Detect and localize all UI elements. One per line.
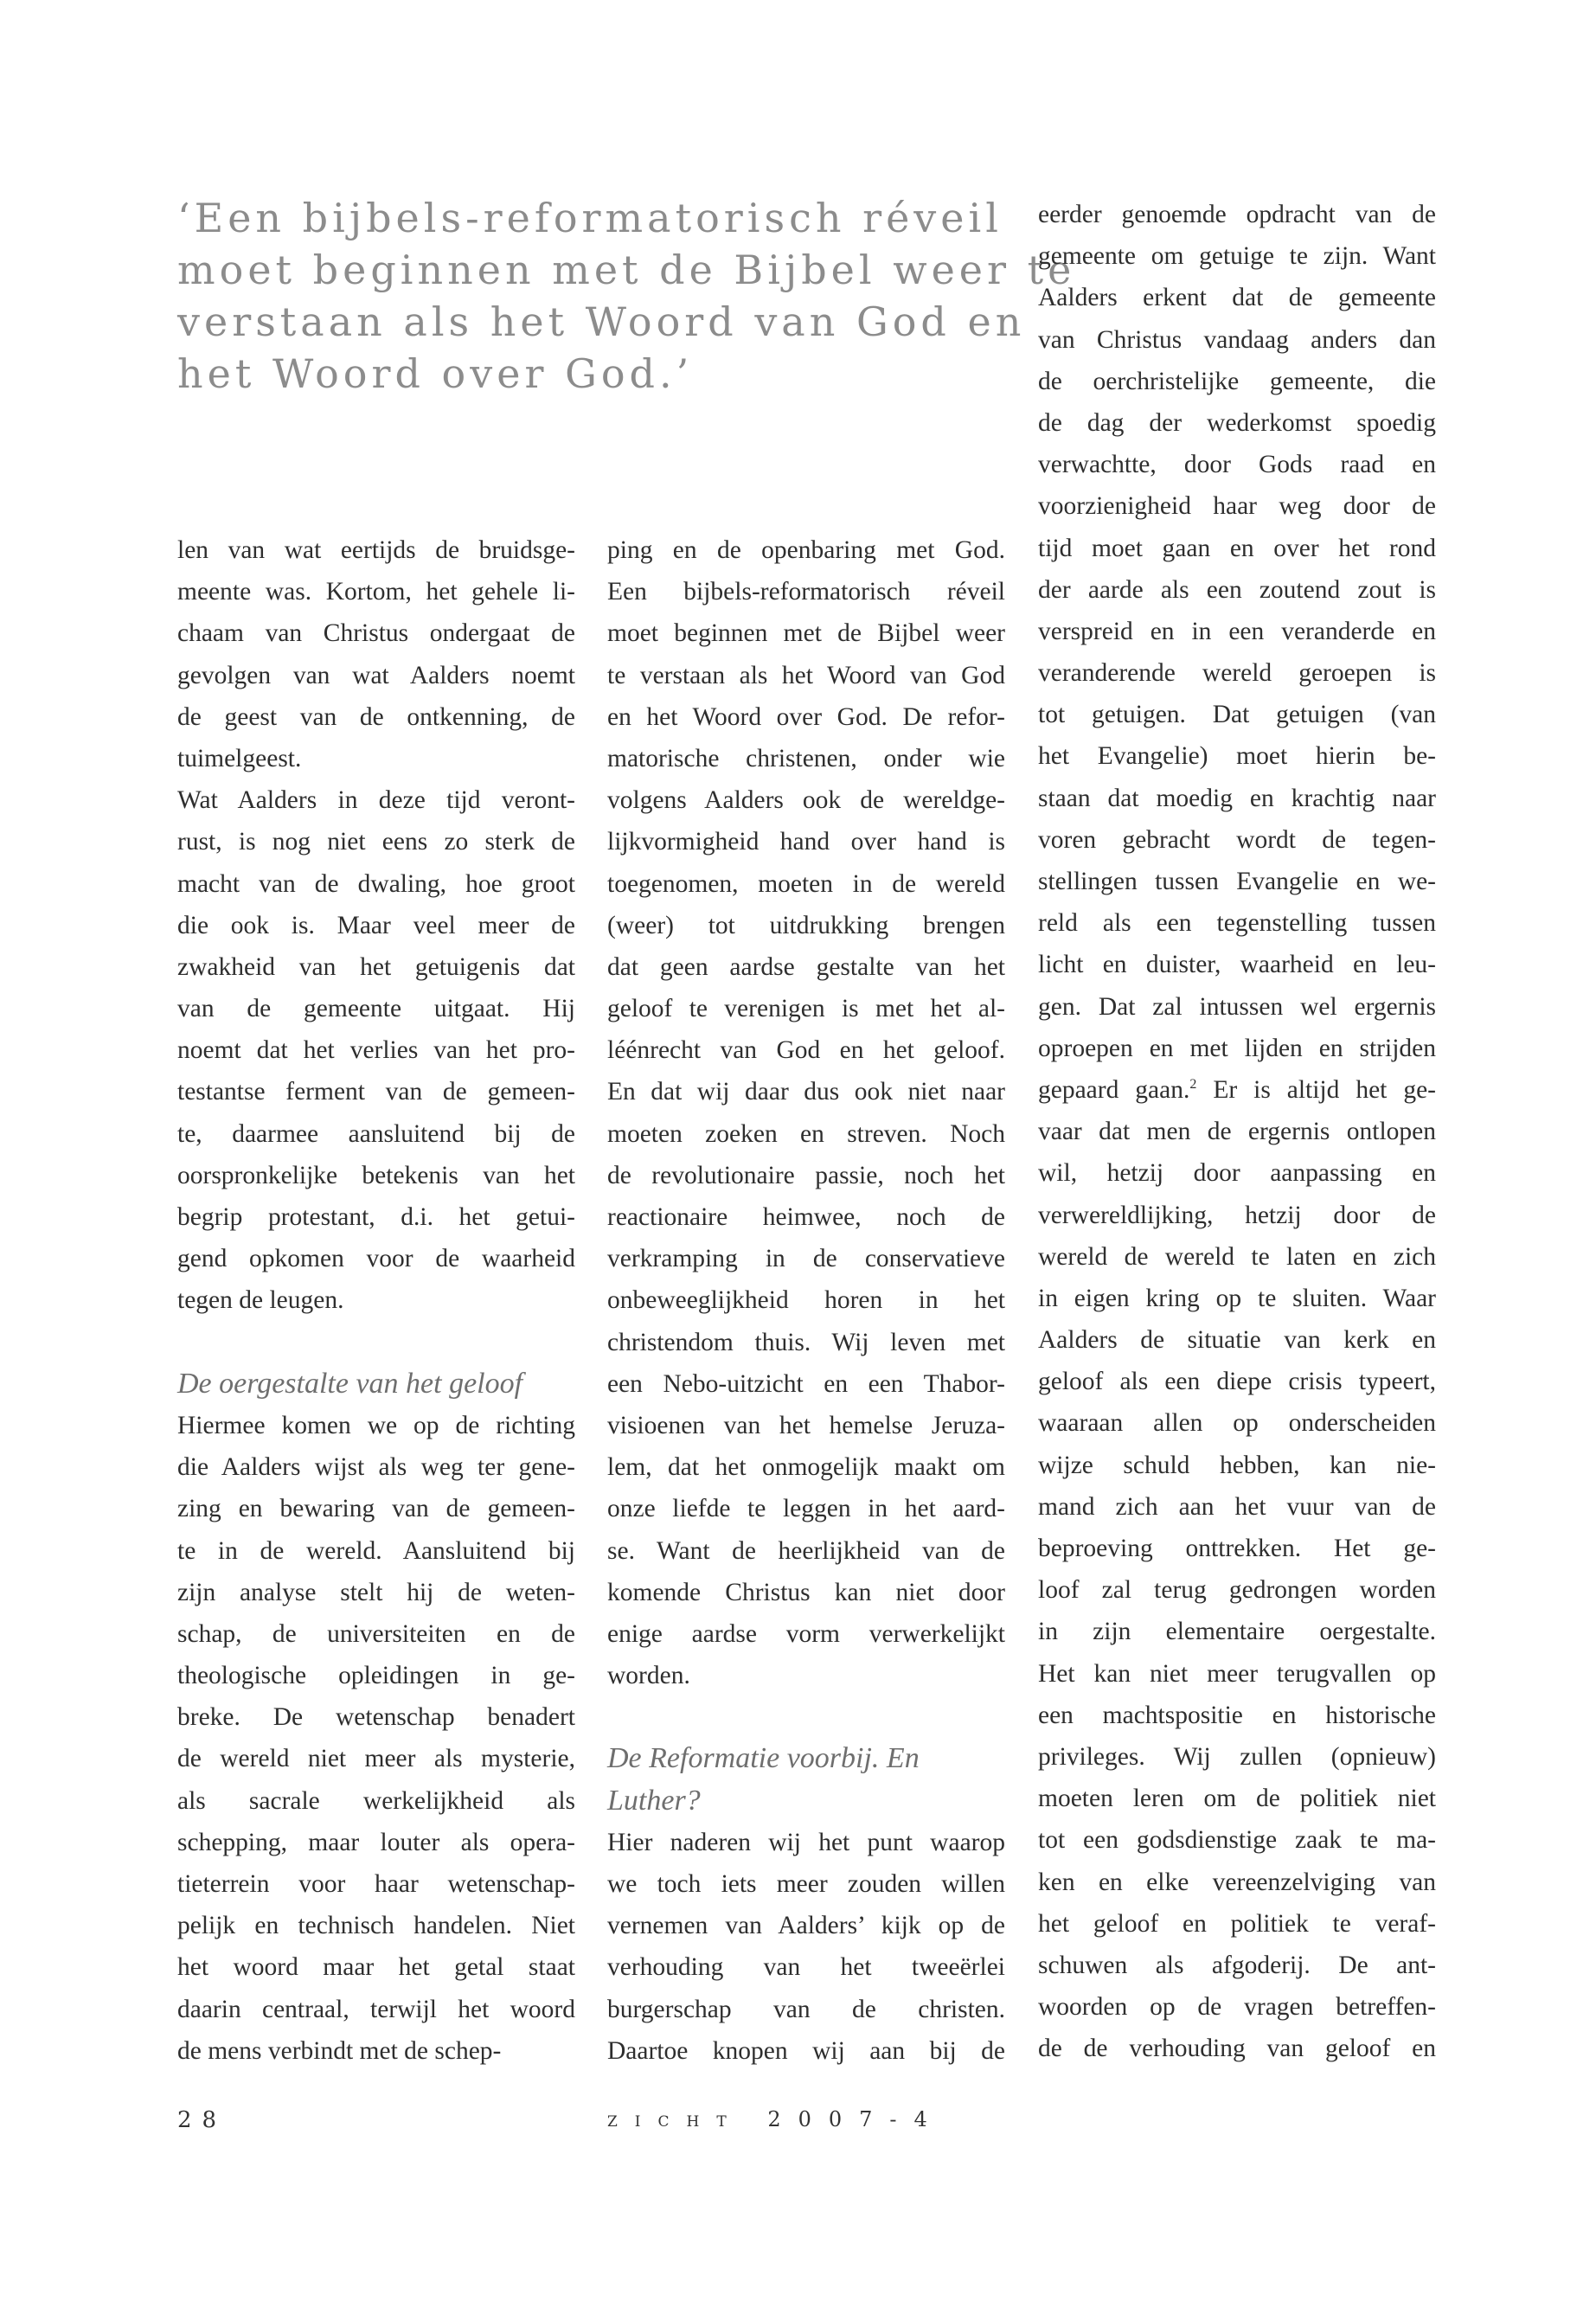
text-line: Hiermee komen we op de richting: [177, 1411, 575, 1439]
text-line: tot getuigen. Dat getuigen (van: [1038, 701, 1436, 729]
text-line: reactionaire heimwee, noch de: [607, 1203, 1005, 1231]
text-line: begrip protestant, d.i. het getui-: [177, 1203, 575, 1231]
text-column-2: [607, 529, 1005, 2072]
text-line: volgens Aalders ook de wereldge-: [607, 786, 1005, 815]
text-line: wil, hetzij door aanpassing en: [1038, 1159, 1436, 1188]
text-line: enige aardse vorm verwerkelijkt: [607, 1619, 1005, 1648]
text-line: noemt dat het verlies van het pro-: [177, 1036, 575, 1065]
text-line: schepping, maar louter als opera-: [177, 1828, 575, 1856]
text-line: geloof te verenigen is met het al-: [607, 995, 1005, 1023]
text-line: van de gemeente uitgaat. Hij: [177, 995, 575, 1023]
text-line: rust, is nog niet eens zo sterk de: [177, 828, 575, 856]
text-line: de dag der wederkomst spoedig: [1038, 408, 1436, 437]
text-line: theologische opleidingen in ge-: [177, 1662, 575, 1690]
text-line: len van wat eertijds de bruidsge-: [177, 536, 575, 564]
text-line: gevolgen van wat Aalders noemt: [177, 661, 575, 689]
text-line: te, daarmee aansluitend bij de: [177, 1119, 575, 1148]
text-line: verwereldlijking, hetzij door de: [1038, 1201, 1436, 1229]
text-line: stellingen tussen Evangelie en we-: [1038, 868, 1436, 895]
pull-quote-line: het Woord over God.’: [177, 350, 694, 397]
text-line: breke. De wetenschap benadert: [177, 1703, 575, 1732]
text-line: de geest van de ontkenning, de: [177, 702, 575, 731]
pull-quote-line: verstaan als het Woord van God en: [177, 298, 1026, 345]
text-line: En dat wij daar dus ook niet naar: [607, 1078, 1005, 1106]
text-line: veranderende wereld geroepen is: [1038, 659, 1436, 688]
text-line: lem, dat het onmogelijk maakt om: [607, 1453, 1005, 1482]
text-line: toegenomen, moeten in de wereld: [607, 869, 1005, 898]
text-line: schap, de universiteiten en de: [177, 1619, 575, 1648]
text-line: te verstaan als het Woord van God: [607, 661, 1005, 689]
text-line: het geloof en politiek te veraf-: [1038, 1909, 1436, 1938]
text-line: woorden op de vragen betreffen-: [1038, 1993, 1436, 2022]
text-line: vernemen van Aalders’ kijk op de: [607, 1912, 1005, 1940]
text-line: in zijn elementaire oergestalte.: [1038, 1618, 1436, 1646]
text-line: onbeweeglijkheid horen in het: [607, 1286, 1005, 1315]
text-line: Aalders de situatie van kerk en: [1038, 1326, 1436, 1355]
text-fragment: Er is altijd het ge-: [1196, 1075, 1436, 1104]
section-heading-line: De Reformatie voorbij. En: [607, 1742, 920, 1775]
text-line: oorspronkelijke betekenis van het: [177, 1161, 575, 1189]
text-line: Hier naderen wij het punt waarop: [607, 1828, 1005, 1856]
text-line: beproeving onttrekken. Het ge-: [1038, 1535, 1436, 1562]
text-line: die ook is. Maar veel meer de: [177, 911, 575, 939]
text-line: testantse ferment van de gemeen-: [177, 1078, 575, 1106]
text-line: wereld de wereld te laten en zich: [1038, 1242, 1436, 1271]
text-line: Daartoe knopen wij aan bij de: [607, 2036, 1005, 2065]
text-line: onze liefde te leggen in het aard-: [607, 1495, 1005, 1523]
text-line: christendom thuis. Wij leven met: [607, 1328, 1005, 1356]
text-line: moet beginnen met de Bijbel weer: [607, 619, 1005, 648]
text-line: verkramping in de conservatieve: [607, 1245, 1005, 1273]
text-line: tieterrein voor haar wetenschap-: [177, 1870, 575, 1899]
text-column-1: [177, 529, 575, 2072]
text-line: een machtspositie en historische: [1038, 1701, 1436, 1729]
text-line: gend opkomen voor de waarheid: [177, 1245, 575, 1273]
pull-quote: [177, 192, 1076, 400]
text-line: de de verhouding van geloof en: [1038, 2035, 1436, 2063]
text-line: mand zich aan het vuur van de: [1038, 1492, 1436, 1521]
text-line: tuimelgeest.: [177, 744, 302, 772]
text-line: verwachtte, door Gods raad en: [1038, 451, 1436, 479]
section-heading: [177, 1363, 575, 1405]
text-line: verspreid en in een veranderde en: [1038, 617, 1436, 645]
paragraph-gap: [607, 1696, 1005, 1738]
text-line: moeten zoeken en streven. Noch: [607, 1119, 1005, 1148]
text-line: matorische christenen, onder wie: [607, 744, 1005, 772]
text-line: we toch iets meer zouden willen: [607, 1870, 1005, 1899]
text-line: oproepen en met lijden en strijden: [1038, 1034, 1436, 1062]
text-line: de wereld niet meer als mysterie,: [177, 1745, 575, 1773]
text-line: reld als een tegenstelling tussen: [1038, 909, 1436, 938]
text-line: tijd moet gaan en over het rond: [1038, 534, 1436, 562]
text-line: gemeente om getuige te zijn. Want: [1038, 242, 1436, 271]
text-line: waaraan allen op onderscheiden: [1038, 1409, 1436, 1438]
text-line: visioenen van het hemelse Jeruza-: [607, 1411, 1005, 1439]
paragraph-gap: [177, 1322, 575, 1363]
text-line: het Evangelie) moet hierin be-: [1038, 742, 1436, 771]
text-line: moeten leren om de politiek niet: [1038, 1785, 1436, 1813]
text-column-3: [1038, 194, 1436, 2069]
text-line: gen. Dat zal intussen wel ergernis: [1038, 992, 1436, 1021]
text-line: wijze schuld hebben, kan nie-: [1038, 1451, 1436, 1479]
page-number: 28: [177, 2107, 228, 2133]
text-fragment: gepaard gaan.: [1038, 1075, 1190, 1104]
text-line: te in de wereld. Aansluitend bij: [177, 1536, 575, 1565]
text-line: die Aalders wijst als weg ter gene-: [177, 1453, 575, 1482]
text-line: dat geen aardse gestalte van het: [607, 952, 1005, 981]
text-line: licht en duister, waarheid en leu-: [1038, 951, 1436, 979]
text-line: Aalders erkent dat de gemeente: [1038, 284, 1436, 312]
text-line: de mens verbindt met de schep-: [177, 2036, 502, 2065]
text-line: der aarde als een zoutend zout is: [1038, 575, 1436, 604]
text-line: zwakheid van het getuigenis dat: [177, 952, 575, 981]
text-line: se. Want de heerlijkheid van de: [607, 1536, 1005, 1565]
journal-issue: zicht 2007-4: [607, 2107, 945, 2131]
text-line: de oerchristelijke gemeente, die: [1038, 367, 1436, 395]
text-line: komende Christus kan niet door: [607, 1578, 1005, 1606]
text-line: vaar dat men de ergernis ontlopen: [1038, 1118, 1436, 1146]
text-line: Het kan niet meer terugvallen op: [1038, 1659, 1436, 1688]
text-line: van Christus vandaag anders dan: [1038, 325, 1436, 354]
text-line: in eigen kring op te sluiten. Waar: [1038, 1284, 1436, 1312]
section-heading: [607, 1738, 1005, 1821]
text-line: Een bijbels-reformatorisch réveil: [607, 578, 1005, 606]
text-line: daarin centraal, terwijl het woord: [177, 1995, 575, 2023]
text-line: pelijk en technisch handelen. Niet: [177, 1912, 575, 1940]
text-line: privileges. Wij zullen (opnieuw): [1038, 1742, 1436, 1771]
text-line: (weer) tot uitdrukking brengen: [607, 911, 1005, 939]
text-line: en het Woord over God. De refor-: [607, 702, 1005, 731]
text-line: loof zal terug gedrongen worden: [1038, 1576, 1436, 1605]
text-line: Wat Aalders in deze tijd veront-: [177, 786, 575, 815]
text-line: voren gebracht wordt de tegen-: [1038, 825, 1436, 854]
text-line: zijn analyse stelt hij de weten-: [177, 1578, 575, 1606]
text-line: geloof als een diepe crisis typeert,: [1038, 1368, 1436, 1396]
section-heading-line: De oergestalte van het geloof: [177, 1367, 523, 1400]
text-line: de revolutionaire passie, noch het: [607, 1161, 1005, 1189]
text-line: eerder genoemde opdracht van de: [1038, 201, 1436, 228]
text-line: chaam van Christus ondergaat de: [177, 619, 575, 648]
footnote-reference[interactable]: 2: [1189, 1077, 1197, 1093]
text-line: voorzienigheid haar weg door de: [1038, 492, 1436, 521]
text-line: burgerschap van de christen.: [607, 1995, 1005, 2023]
text-line: meente was. Kortom, het gehele li-: [177, 578, 575, 606]
pull-quote-line: ‘Een bijbels-reformatorisch réveil: [177, 195, 1003, 241]
section-heading-line: Luther?: [607, 1784, 701, 1817]
text-line: tot een godsdienstige zaak te ma-: [1038, 1826, 1436, 1855]
text-line: als sacrale werkelijkheid als: [177, 1786, 575, 1815]
text-line-with-footnote: [1038, 1069, 1436, 1111]
text-line: léénrecht van God en het geloof.: [607, 1036, 1005, 1065]
text-line: zing en bewaring van de gemeen-: [177, 1495, 575, 1523]
text-line: een Nebo-uitzicht en een Thabor-: [607, 1369, 1005, 1398]
text-line: lijkvormigheid hand over hand is: [607, 828, 1005, 856]
text-line: schuwen als afgoderij. De ant-: [1038, 1951, 1436, 1979]
text-line: het woord maar het getal staat: [177, 1953, 575, 1982]
text-line: worden.: [607, 1662, 690, 1690]
text-line: macht van de dwaling, hoe groot: [177, 869, 575, 898]
text-line: verhouding van het tweeërlei: [607, 1953, 1005, 1982]
text-line: tegen de leugen.: [177, 1286, 344, 1315]
text-line: ping en de openbaring met God.: [607, 536, 1005, 564]
pull-quote-line: moet beginnen met de Bijbel weer te: [177, 247, 1076, 293]
text-line: staan dat moedig en krachtig naar: [1038, 784, 1436, 812]
text-line: ken en elke vereenzelviging van: [1038, 1868, 1436, 1896]
